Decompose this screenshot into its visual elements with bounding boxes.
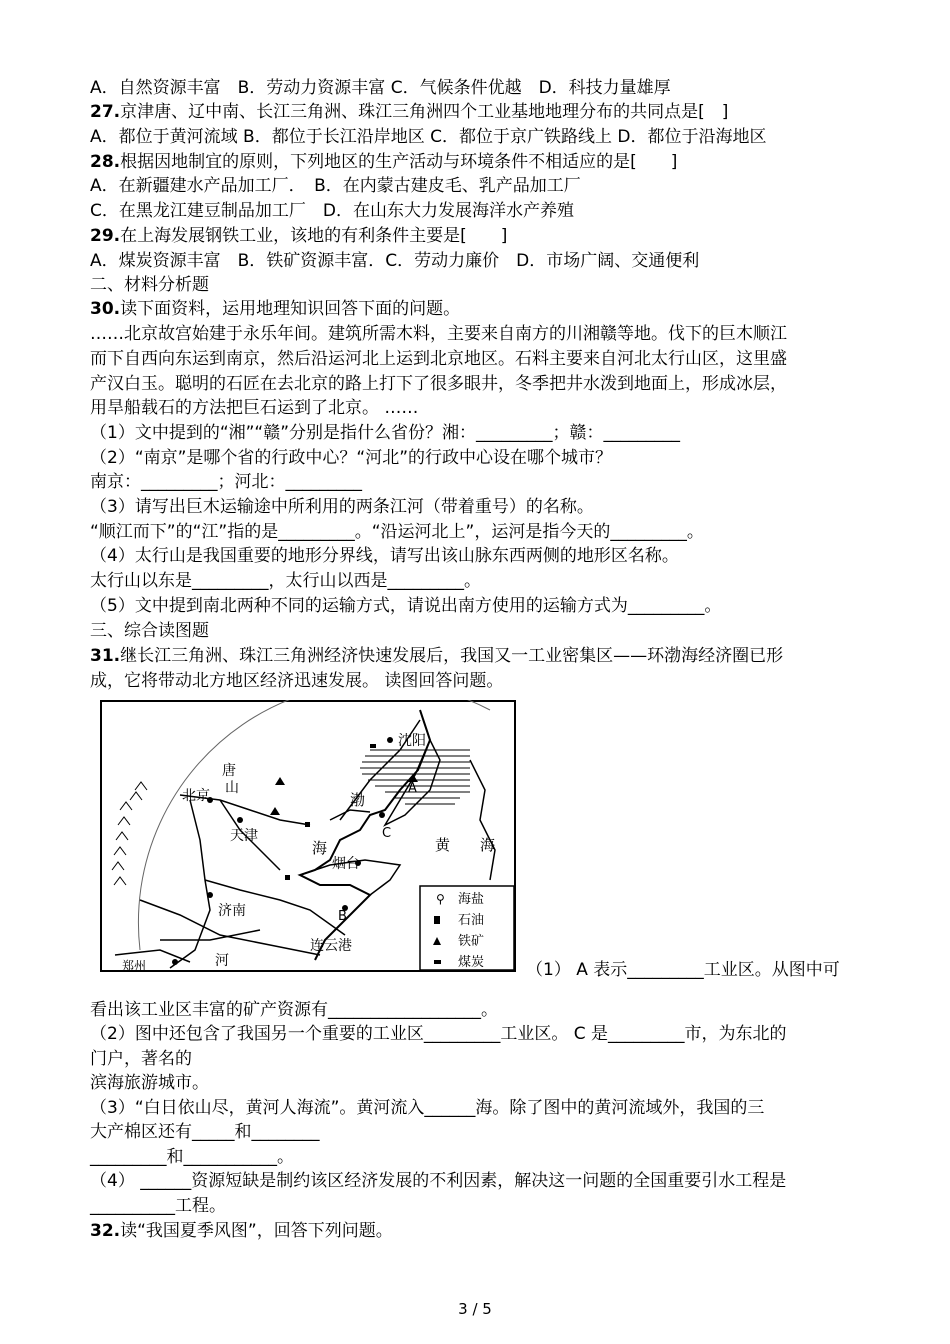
text-line: （3）“白日依山尽，黄河人海流”。黄河流入______海。除了图中的黄河流域外，我国的三 bbox=[90, 1098, 765, 1118]
tianjin-dot bbox=[237, 817, 243, 823]
text-line: _________和___________。 bbox=[90, 1147, 294, 1167]
section-heading: 二、材料分析题 bbox=[90, 275, 209, 295]
text-line: 成，它将带动北方地区经济迅速发展。 读图回答问题。 bbox=[90, 671, 504, 691]
label-c: C bbox=[382, 826, 392, 841]
question-31-part-1: （1） A 表示_________工业区。从图中可 bbox=[526, 960, 840, 980]
label-lianyungang: 连云港 bbox=[310, 938, 352, 954]
coal-icon bbox=[305, 822, 310, 827]
text-line: 南京：_________；河北：_________ bbox=[90, 472, 362, 492]
label-tangshan-1: 唐 bbox=[222, 763, 236, 779]
question-28: 28.根据因地制宜的原则，下列地区的生产活动与环境条件不相适应的是[ ] bbox=[90, 152, 678, 172]
coal-icon bbox=[285, 875, 290, 880]
text-line: 门户，著名的 bbox=[90, 1049, 192, 1069]
text-line: A．在新疆建水产品加工厂． B．在内蒙古建皮毛、乳产品加工厂 bbox=[90, 176, 581, 196]
text-line: 滨海旅游城市。 bbox=[90, 1073, 209, 1093]
page-number: 3 / 5 bbox=[458, 1300, 492, 1318]
legend-label: 海盐 bbox=[458, 892, 485, 907]
label-a: A bbox=[408, 781, 417, 796]
zhengzhou-dot bbox=[172, 959, 178, 965]
text-line: A．煤炭资源丰富 B．铁矿资源丰富．C．劳动力廉价 D．市场广阔、交通便利 bbox=[90, 251, 700, 271]
question-29: 29.在上海发展钢铁工业，该地的有利条件主要是[ ] bbox=[90, 226, 508, 246]
text-line: 太行山以东是_________，太行山以西是_________。 bbox=[90, 571, 481, 591]
text-line: A．自然资源丰富 B．劳动力资源丰富 C．气候条件优越 D．科技力量雄厚 bbox=[90, 78, 671, 98]
text-line: （5）文中提到南北两种不同的运输方式，请说出南方使用的运输方式为_________。 bbox=[90, 596, 722, 616]
text-line: 大产棉区还有_____和________ bbox=[90, 1122, 320, 1142]
sea-salt-icon: ⚲ bbox=[436, 892, 445, 906]
legend-label: 铁矿 bbox=[458, 934, 485, 949]
jinan-dot bbox=[207, 892, 213, 898]
question-30: 30.读下面资料，运用地理知识回答下面的问题。 bbox=[90, 299, 461, 319]
text-line: （2）“南京”是哪个省的行政中心？“河北”的行政中心设在哪个城市？ bbox=[90, 448, 613, 468]
text-line: （4）太行山是我国重要的地形分界线，请写出该山脉东西两侧的地形区名称。 bbox=[90, 546, 679, 566]
shenyang-dot bbox=[387, 737, 393, 743]
label-tianjin: 天津 bbox=[230, 828, 258, 844]
map-legend bbox=[420, 886, 514, 970]
section-heading: 三、综合读图题 bbox=[90, 621, 209, 641]
text-line: A．都位于黄河流域 B．都位于长江沿岸地区 C．都位于京广铁路线上 D．都位于沿海地区 bbox=[90, 127, 767, 147]
legend-label: 煤炭 bbox=[458, 955, 485, 970]
label-bohai: 渤 bbox=[350, 791, 366, 809]
label-zhengzhou: 郑州 bbox=[122, 959, 147, 972]
label-jinan: 济南 bbox=[218, 903, 246, 919]
label-tangshan-2: 山 bbox=[225, 780, 239, 796]
question-27: 27.京津唐、辽中南、长江三角洲、珠江三角洲四个工业基地地理分布的共同点是[ ] bbox=[90, 102, 729, 122]
question-31: 31.继长江三角洲、珠江三角洲经济快速发展后，我国又一工业密集区——环渤海经济圈已形 bbox=[90, 646, 784, 666]
text-line: C．在黑龙江建豆制品加工厂 D．在山东大力发展海洋水产养殖 bbox=[90, 201, 574, 221]
text-line: （1）文中提到的“湘”“赣”分别是指什么省份？湘：_________；赣：_________ bbox=[90, 423, 681, 443]
coal-icon bbox=[434, 960, 441, 964]
label-he: 河 bbox=[215, 953, 229, 969]
text-line: （4） ______资源短缺是制约该区经济发展的不利因素，解决这一问题的全国重要引水工程是 bbox=[90, 1171, 787, 1191]
text-line: 而下自西向东运到南京，然后沿运河北上运到北京地区。石料主要来自河北太行山区，这里盛 bbox=[90, 349, 787, 369]
text-line: “顺江而下”的“江”指的是_________。“沿运河北上”，运河是指今天的_________。 bbox=[90, 522, 704, 542]
label-shenyang: 沈阳 bbox=[398, 733, 426, 749]
text-line: 用旱船载石的方法把巨石运到了北京。 …… bbox=[90, 398, 419, 418]
legend-label: 石油 bbox=[458, 913, 485, 928]
text-line: __________工程。 bbox=[90, 1196, 226, 1216]
label-huanghai: 黄 海 bbox=[435, 836, 496, 854]
label-hai: 海 bbox=[312, 839, 328, 857]
bohai-map bbox=[100, 700, 516, 972]
label-yantai: 烟台 bbox=[332, 856, 360, 872]
dalian-dot bbox=[379, 812, 385, 818]
text-line: 产汉白玉。聪明的石匠在去北京的路上打下了很多眼井，冬季把井水泼到地面上，形成冰层， bbox=[90, 374, 787, 394]
label-beijing: 北京 bbox=[182, 788, 210, 804]
coal-icon bbox=[370, 744, 376, 748]
oil-icon bbox=[434, 916, 440, 924]
text-line: （3）请写出巨木运输途中所利用的两条江河（带着重号）的名称。 bbox=[90, 497, 594, 517]
label-b: B bbox=[338, 909, 347, 924]
text-line: 看出该工业区丰富的矿产资源有__________________。 bbox=[90, 1000, 498, 1020]
question-32: 32.读“我国夏季风图”，回答下列问题。 bbox=[90, 1221, 393, 1241]
text-line: ……北京故宫始建于永乐年间。建筑所需木料，主要来自南方的川湘赣等地。伐下的巨木顺江 bbox=[90, 324, 787, 344]
text-line: （2）图中还包含了我国另一个重要的工业区_________工业区。 C 是_________市，为东北的 bbox=[90, 1024, 787, 1044]
